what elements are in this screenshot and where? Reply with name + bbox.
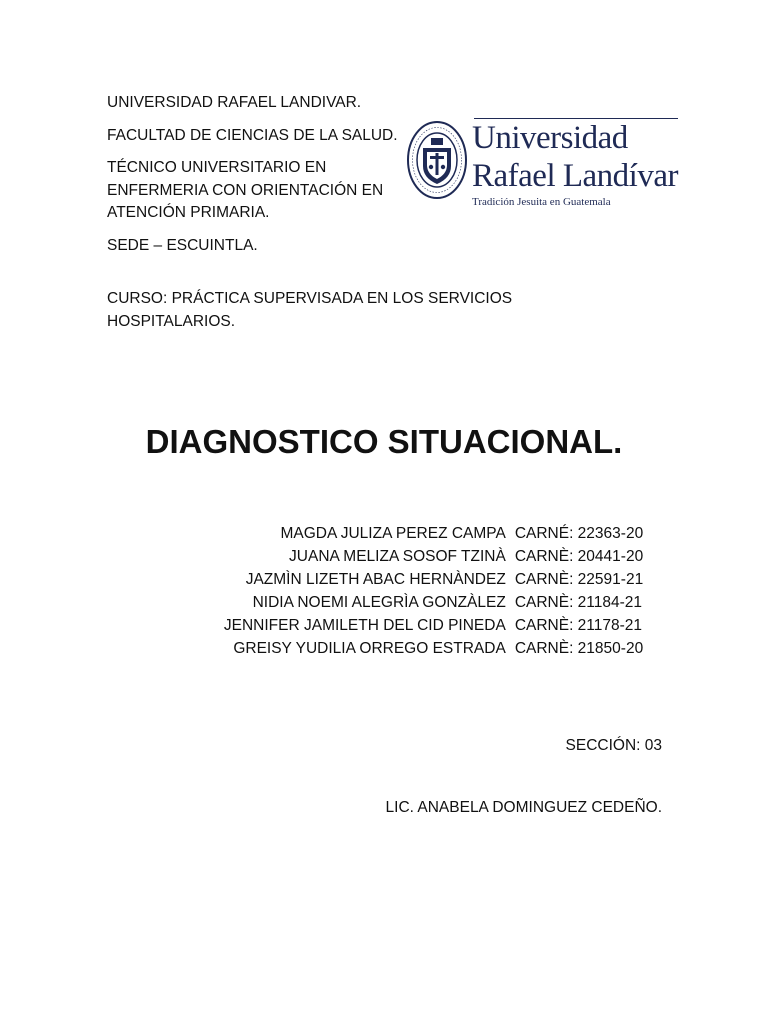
- student-row: [100, 568, 666, 591]
- course-name: CURSO: PRÁCTICA SUPERVISADA EN LOS SERVICIOS HOSPITALARIOS.: [107, 290, 513, 330]
- student-carne: CARNÈ: 22591-21: [514, 571, 644, 588]
- student-name: JAZMÌN LIZETH ABAC HERNÀNDEZ: [245, 571, 506, 588]
- logo-line-2: Rafael Landívar: [472, 158, 678, 194]
- student-row: [100, 637, 666, 660]
- student-carne: CARNÈ: 21184-21: [514, 594, 643, 611]
- logo-tagline: Tradición Jesuita en Guatemala: [472, 196, 611, 208]
- student-name: MAGDA JULIZA PEREZ CAMPA: [280, 525, 506, 542]
- student-name: JUANA MELIZA SOSOF TZINÀ: [289, 548, 506, 565]
- student-name: GREISY YUDILIA ORREGO ESTRADA: [233, 640, 506, 657]
- university-name: UNIVERSIDAD RAFAEL LANDIVAR.: [107, 94, 362, 111]
- student-carne: CARNÈ: 20441-20: [514, 548, 644, 565]
- section-number: SECCIÓN: 03: [565, 737, 662, 754]
- university-seal-icon: [406, 120, 468, 200]
- student-carne: CARNÉ: 22363-20: [514, 525, 644, 542]
- student-name: NIDIA NOEMI ALEGRÌA GONZÀLEZ: [252, 594, 506, 611]
- student-row: [100, 545, 666, 568]
- student-list: [100, 522, 666, 660]
- student-carne: CARNÈ: 21850-20: [514, 640, 644, 657]
- university-logo: [406, 114, 678, 210]
- logo-rule: [474, 118, 678, 119]
- document-title: DIAGNOSTICO SITUACIONAL.: [145, 423, 623, 460]
- student-row: [100, 591, 666, 614]
- header-block: [107, 92, 407, 257]
- student-row: [100, 522, 666, 545]
- student-name: JENNIFER JAMILETH DEL CID PINEDA: [223, 617, 506, 634]
- student-row: [100, 614, 666, 637]
- campus-name: SEDE – ESCUINTLA.: [107, 236, 258, 254]
- teacher-name: LIC. ANABELA DOMINGUEZ CEDEÑO.: [385, 799, 662, 816]
- student-carne: CARNÈ: 21178-21: [514, 617, 643, 634]
- program-name: TÉCNICO UNIVERSITARIO EN ENFERMERIA CON ORIENTACIÓN EN ATENCIÓN PRIMARIA.: [107, 159, 384, 221]
- logo-line-1: Universidad: [472, 120, 628, 156]
- faculty-name: FACULTAD DE CIENCIAS DE LA SALUD.: [107, 126, 398, 144]
